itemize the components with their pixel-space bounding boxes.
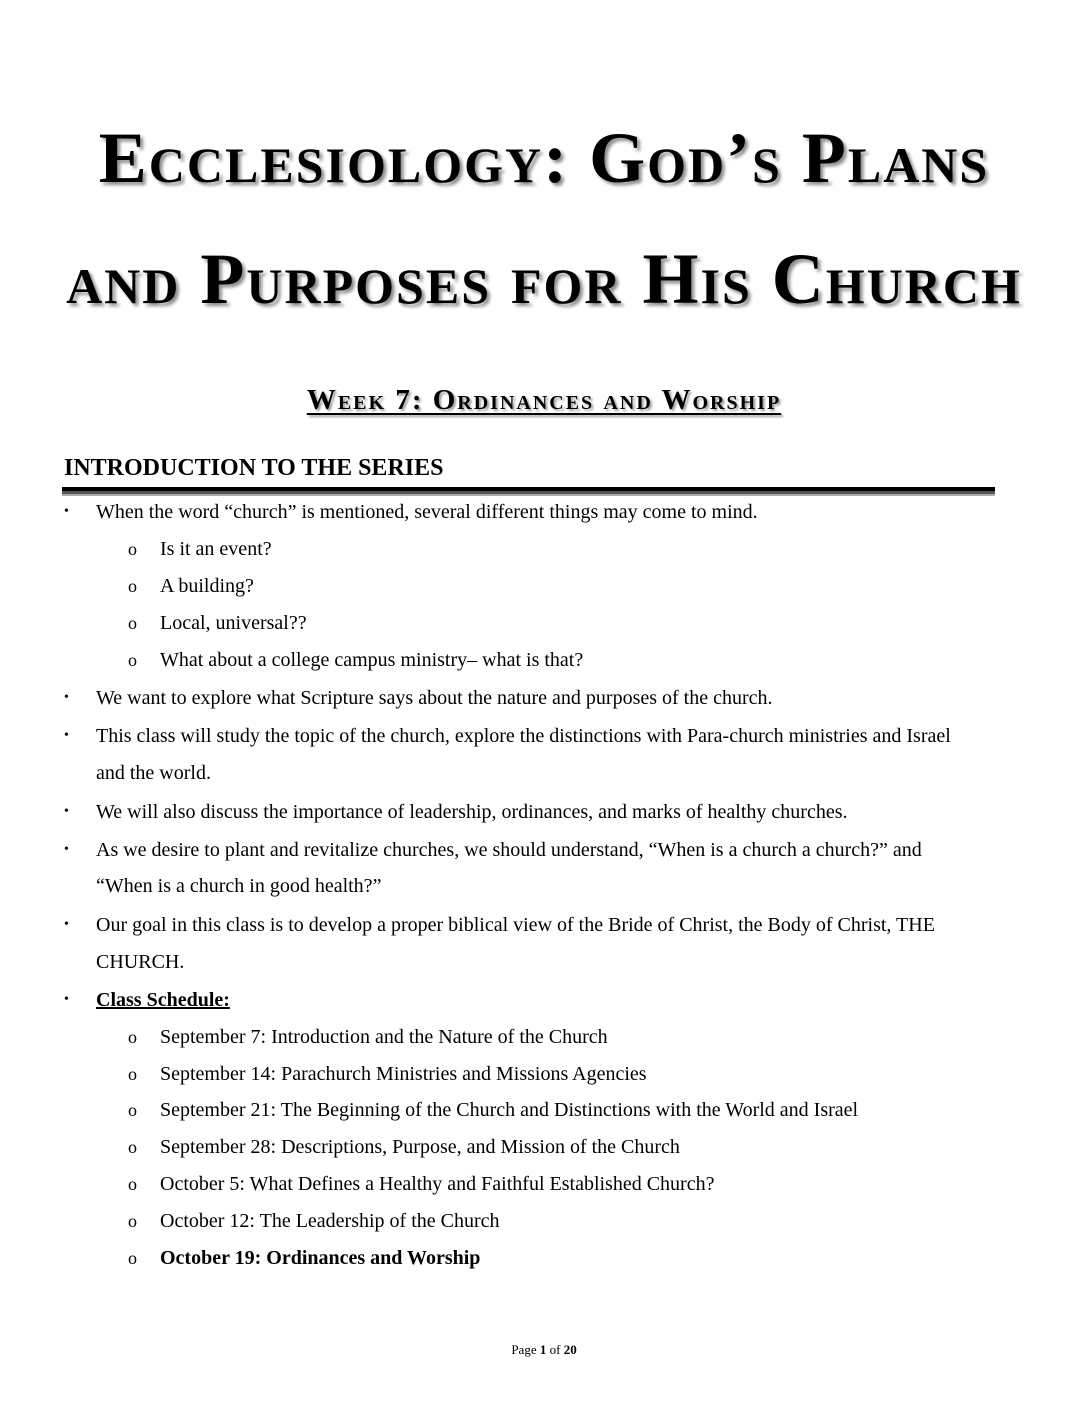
list-item: A building? bbox=[160, 575, 254, 597]
footer-page-word: Page bbox=[511, 1342, 537, 1357]
list-item-continuation: “When is a church in good health?” bbox=[96, 875, 382, 897]
sub-bullet-icon: o bbox=[128, 1064, 137, 1084]
schedule-item: October 5: What Defines a Healthy and Faithful Established Church? bbox=[160, 1173, 715, 1195]
schedule-item: September 28: Descriptions, Purpose, and Mission of the Church bbox=[160, 1136, 680, 1158]
list-item: As we desire to plant and revitalize churches, we should understand, “When is a church a church?” and bbox=[96, 839, 922, 861]
schedule-item-current: October 19: Ordinances and Worship bbox=[160, 1247, 481, 1269]
page-footer bbox=[0, 1342, 1088, 1358]
bullet-icon: • bbox=[64, 842, 69, 857]
bullet-icon: • bbox=[64, 917, 69, 932]
sub-bullet-icon: o bbox=[128, 650, 137, 670]
schedule-item: September 14: Parachurch Ministries and Missions Agencies bbox=[160, 1063, 647, 1085]
footer-current-page: 1 bbox=[539, 1342, 547, 1357]
footer-of-word: of bbox=[549, 1342, 561, 1357]
list-item-continuation: and the world. bbox=[96, 762, 211, 784]
list-item: When the word “church” is mentioned, several different things may come to mind. bbox=[96, 501, 758, 523]
sub-bullet-icon: o bbox=[128, 576, 137, 596]
sub-bullet-icon: o bbox=[128, 1137, 137, 1157]
bullet-icon: • bbox=[64, 504, 69, 519]
heading-divider bbox=[62, 487, 995, 491]
sub-bullet-icon: o bbox=[128, 613, 137, 633]
document-title-line-2: and Purposes for His Church bbox=[66, 239, 1022, 319]
sub-bullet-icon: o bbox=[128, 539, 137, 559]
list-item: We will also discuss the importance of leadership, ordinances, and marks of healthy churches. bbox=[96, 801, 848, 823]
list-item: Is it an event? bbox=[160, 538, 272, 560]
list-item-continuation: CHURCH. bbox=[96, 951, 185, 973]
sub-bullet-icon: o bbox=[128, 1100, 137, 1120]
bullet-icon: • bbox=[64, 690, 69, 705]
footer-total-pages: 20 bbox=[563, 1342, 577, 1357]
sub-bullet-icon: o bbox=[128, 1248, 137, 1268]
sub-bullet-icon: o bbox=[128, 1174, 137, 1194]
list-item: What about a college campus ministry– what is that? bbox=[160, 649, 584, 671]
sub-bullet-icon: o bbox=[128, 1211, 137, 1231]
bullet-icon: • bbox=[64, 804, 69, 819]
schedule-item: October 12: The Leadership of the Church bbox=[160, 1210, 500, 1232]
bullet-icon: • bbox=[64, 728, 69, 743]
bullet-icon: • bbox=[64, 992, 69, 1007]
document-title-line-1: Ecclesiology: God’s Plans bbox=[98, 118, 990, 198]
list-item: This class will study the topic of the church, explore the distinctions with Para-church ministries and Israel bbox=[96, 725, 951, 747]
sub-bullet-icon: o bbox=[128, 1027, 137, 1047]
section-heading: INTRODUCTION TO THE SERIES bbox=[64, 455, 444, 481]
class-schedule-heading: Class Schedule: bbox=[96, 989, 230, 1011]
document-subtitle: Week 7: Ordinances and Worship bbox=[306, 384, 782, 416]
schedule-item: September 7: Introduction and the Nature of the Church bbox=[160, 1026, 608, 1048]
list-item: Local, universal?? bbox=[160, 612, 307, 634]
list-item: We want to explore what Scripture says about the nature and purposes of the church. bbox=[96, 687, 773, 709]
list-item: Our goal in this class is to develop a proper biblical view of the Bride of Christ, the Body of Christ, THE bbox=[96, 914, 935, 936]
schedule-item: September 21: The Beginning of the Church and Distinctions with the World and Israel bbox=[160, 1099, 859, 1121]
